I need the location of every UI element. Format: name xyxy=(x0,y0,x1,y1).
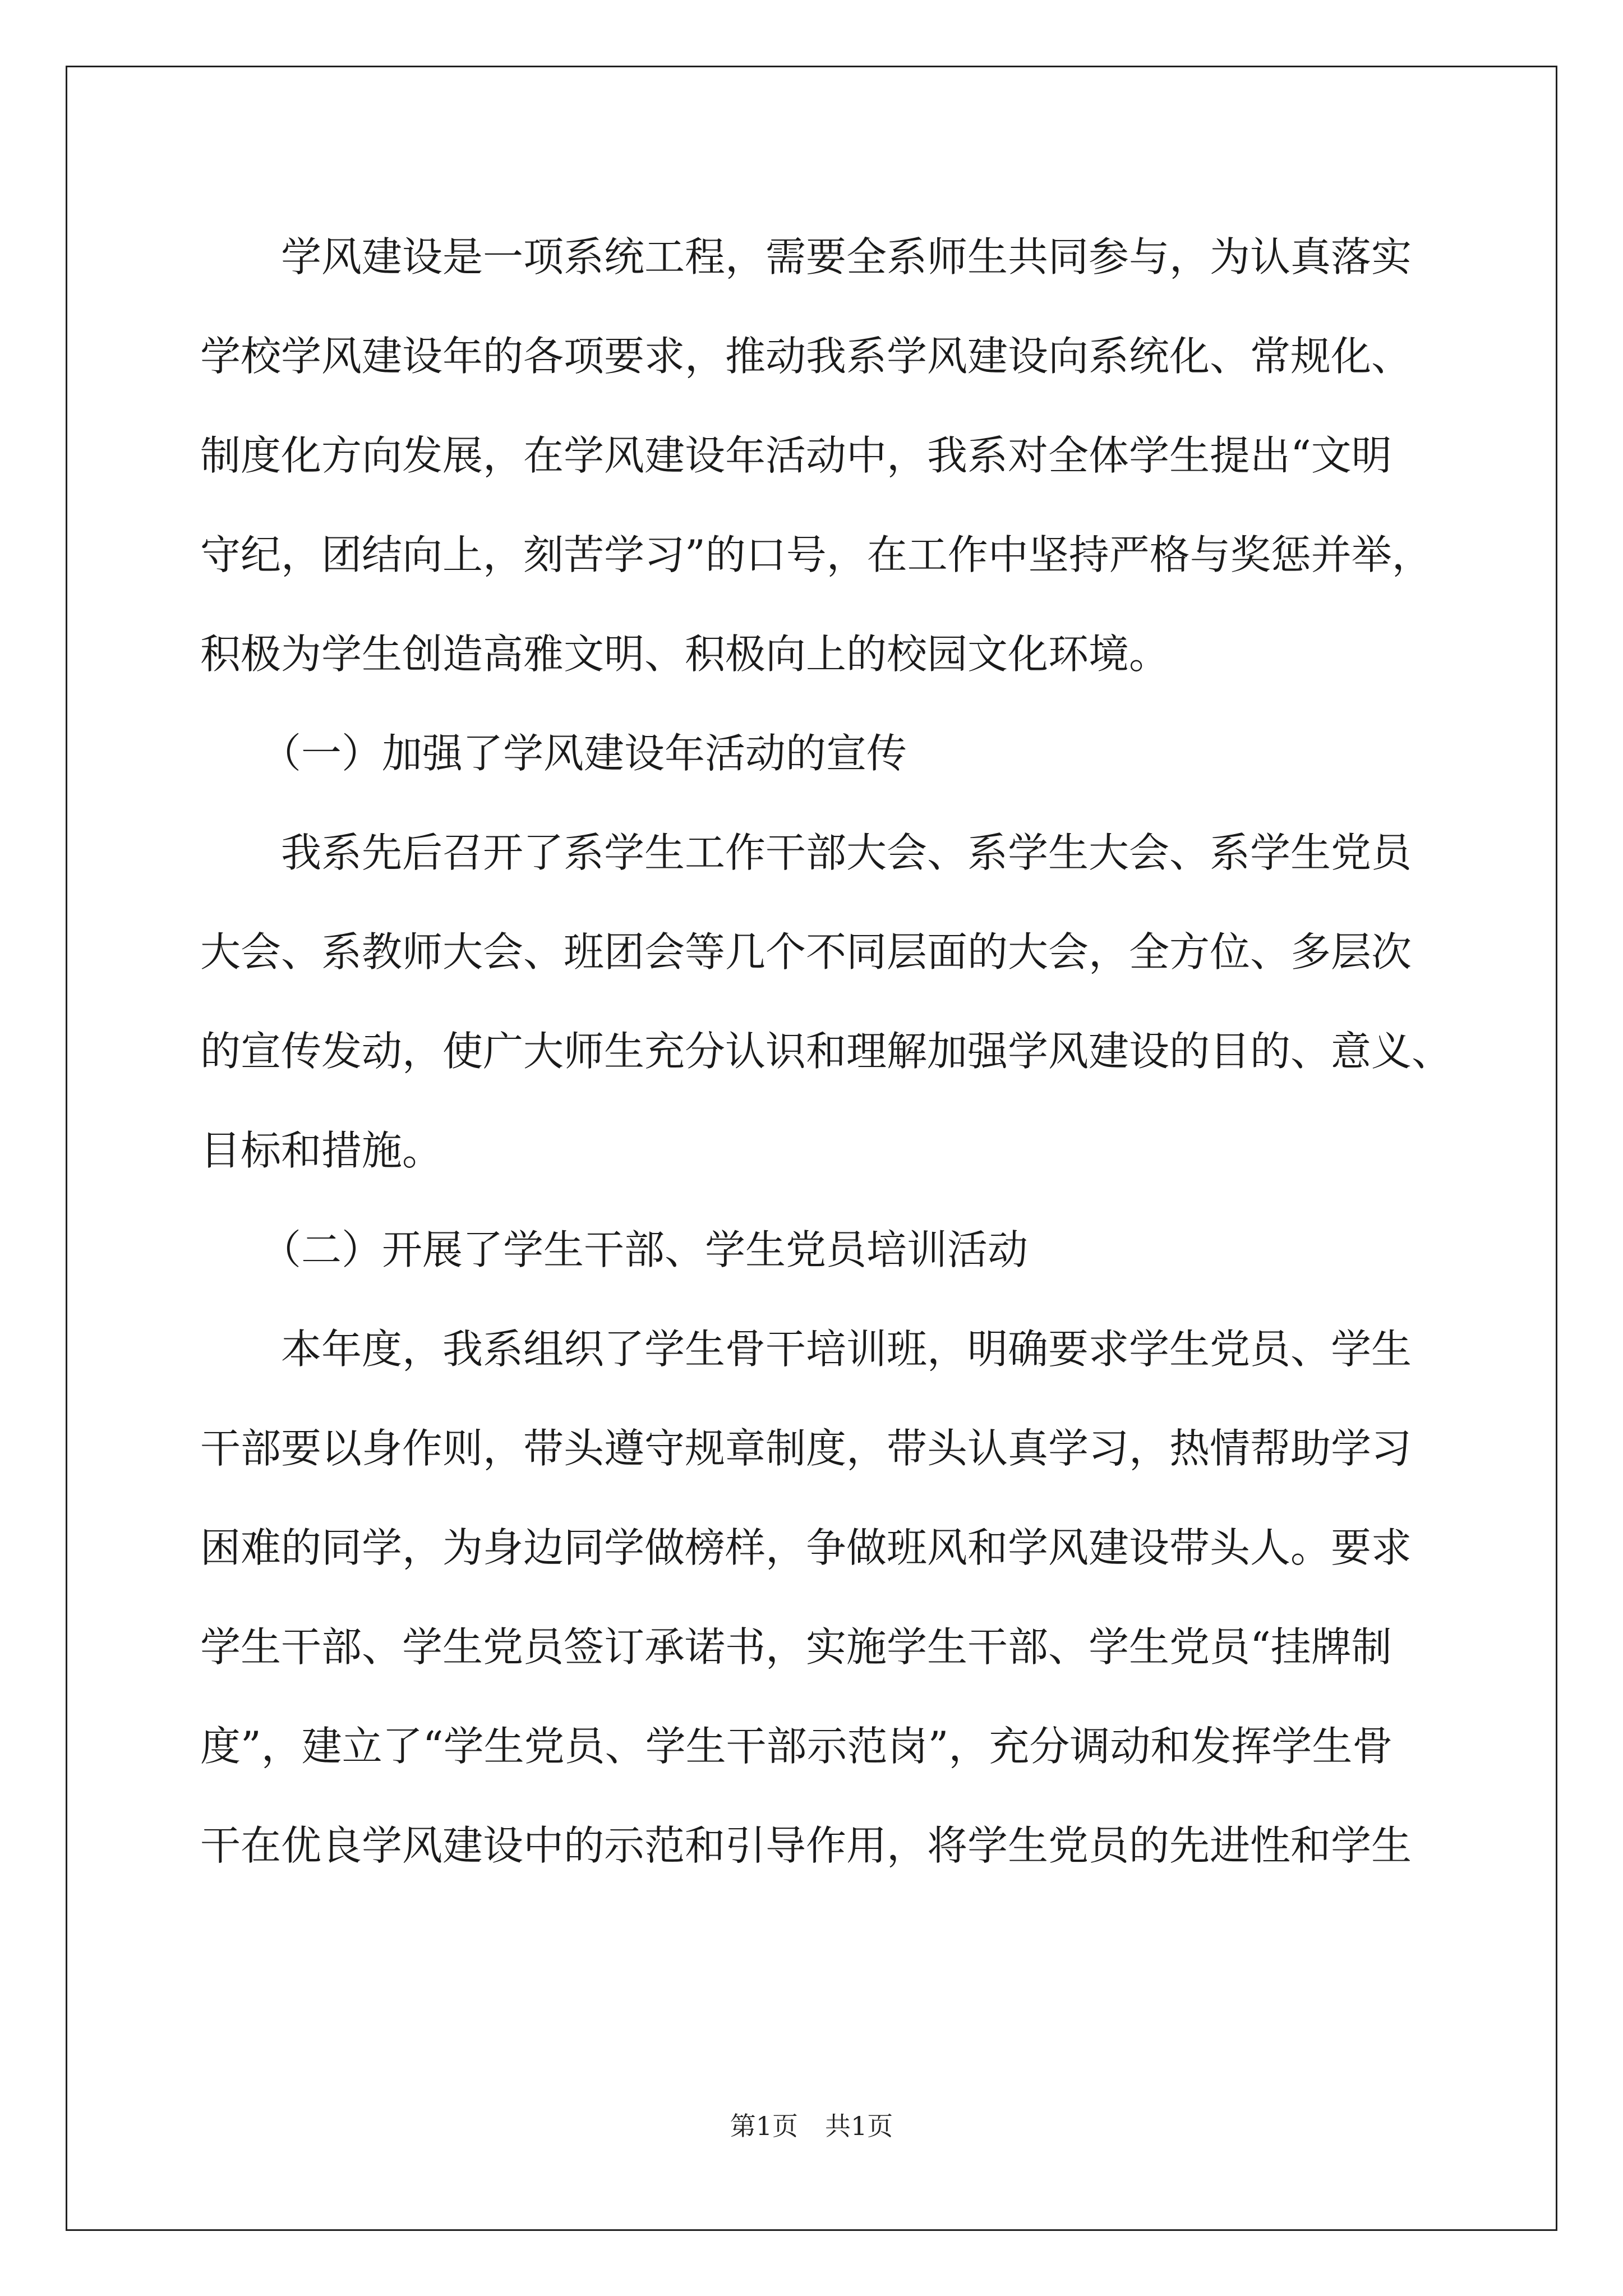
text-line: 学风建设是一项系统工程，需要全系师生共同参与，为认真落实 xyxy=(200,233,1412,280)
text-line: 制度化方向发展，在学风建设年活动中，我系对全体学生提出“文明 xyxy=(200,432,1392,479)
text-line: 守纪，团结向上，刻苦学习”的口号，在工作中坚持严格与奖惩并举， xyxy=(200,531,1432,578)
text-line: 大会、系教师大会、班团会等几个不同层面的大会，全方位、多层次 xyxy=(200,928,1412,976)
page-number: 第1页 xyxy=(730,2111,798,2141)
text-line: 本年度，我系组织了学生骨干培训班，明确要求学生党员、学生 xyxy=(200,1326,1412,1373)
text-line: 学校学风建设年的各项要求，推动我系学风建设向系统化、常规化、 xyxy=(200,333,1412,380)
text-line: 干在优良学风建设中的示范和引导作用，将学生党员的先进性和学生 xyxy=(200,1822,1412,1869)
text-line: 度”，建立了“学生党员、学生干部示范岗”，充分调动和发挥学生骨 xyxy=(200,1723,1393,1770)
text-line: 积极为学生创造高雅文明、积极向上的校园文化环境。 xyxy=(200,631,1170,678)
document-body xyxy=(200,208,1462,1895)
text-line: 目标和措施。 xyxy=(200,1127,443,1174)
section-heading: （一）加强了学风建设年活动的宣传 xyxy=(200,730,907,777)
page-total: 共1页 xyxy=(825,2111,893,2141)
text-line: 我系先后召开了系学生工作干部大会、系学生大会、系学生党员 xyxy=(200,829,1412,876)
text-line: 的宣传发动，使广大师生充分认识和理解加强学风建设的目的、意义、 xyxy=(200,1028,1453,1075)
page-footer xyxy=(0,2109,1623,2143)
text-line: 干部要以身作则，带头遵守规章制度，带头认真学习，热情帮助学习 xyxy=(200,1425,1412,1472)
text-line: 困难的同学，为身边同学做榜样，争做班风和学风建设带头人。要求 xyxy=(200,1524,1412,1571)
section-heading: （二）开展了学生干部、学生党员培训活动 xyxy=(200,1226,1029,1273)
text-line: 学生干部、学生党员签订承诺书，实施学生干部、学生党员“挂牌制 xyxy=(200,1623,1392,1671)
